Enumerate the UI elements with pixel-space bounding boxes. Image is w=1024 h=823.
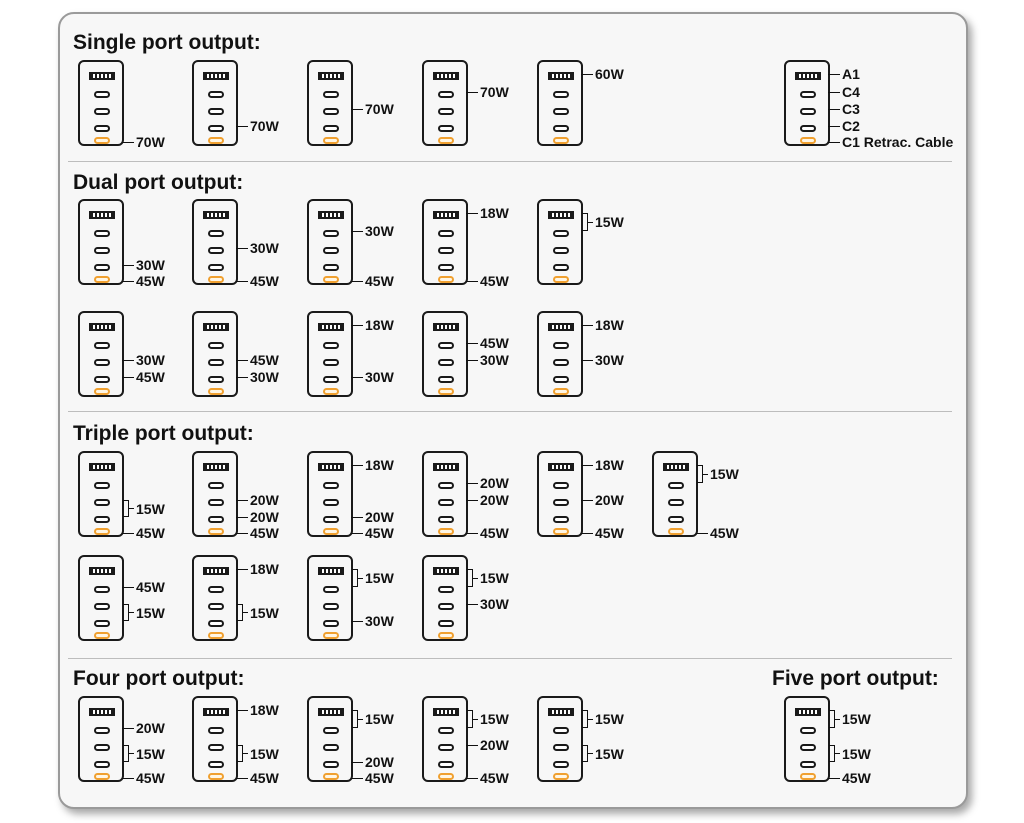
usb-c-port-icon (323, 125, 339, 132)
retractable-cable-port-icon (208, 773, 224, 780)
wattage-label-c2: 45W (122, 370, 165, 384)
shared-wattage-label: 15W (472, 712, 509, 726)
wattage-label-a1: 18W (236, 703, 279, 717)
usb-c-port-icon (208, 499, 224, 506)
retractable-cable-port-icon (323, 137, 339, 144)
usb-c-port-icon (438, 761, 454, 768)
retractable-cable-port-icon (553, 388, 569, 395)
wattage-label-c4: 45W (466, 336, 509, 350)
usb-c-port-icon (323, 359, 339, 366)
triple-port-charger-10 (422, 555, 468, 641)
usb-a-port-icon (318, 567, 344, 575)
usb-c-port-icon (438, 586, 454, 593)
usb-c-port-icon (208, 359, 224, 366)
usb-c-port-icon (438, 342, 454, 349)
usb-a-port-icon (318, 211, 344, 219)
usb-c-port-icon (438, 727, 454, 734)
triple-port-charger-2 (192, 451, 238, 537)
retractable-cable-port-icon (553, 276, 569, 283)
usb-c-port-icon (553, 744, 569, 751)
usb-a-port-icon (795, 72, 821, 80)
wattage-label-c4: 20W (466, 476, 509, 490)
usb-c-port-icon (553, 516, 569, 523)
wattage-label-c1: 45W (828, 771, 871, 785)
shared-wattage-label: 15W (242, 606, 279, 620)
shared-wattage-label: 15W (834, 747, 871, 761)
usb-a-port-icon (663, 463, 689, 471)
wattage-label-c3: 20W (581, 493, 624, 507)
port-legend-c4: C4 (828, 85, 860, 99)
dual-port-charger-1 (78, 199, 124, 285)
usb-c-port-icon (208, 620, 224, 627)
usb-c-port-icon (323, 499, 339, 506)
usb-c-port-icon (553, 499, 569, 506)
port-legend-a1: A1 (828, 67, 860, 81)
wattage-label-c3: 30W (236, 241, 279, 255)
wattage-label-c1: 45W (581, 526, 624, 540)
usb-c-port-icon (208, 230, 224, 237)
single-port-charger-3 (307, 60, 353, 146)
wattage-label-c3: 20W (466, 493, 509, 507)
usb-c-port-icon (208, 761, 224, 768)
usb-c-port-icon (94, 482, 110, 489)
usb-c-port-icon (553, 108, 569, 115)
port-legend-c1: C1 Retrac. Cable (828, 135, 953, 149)
wattage-label-c3: 30W (581, 353, 624, 367)
dual-port-charger-3 (307, 199, 353, 285)
usb-c-port-icon (323, 342, 339, 349)
shared-wattage-label: 15W (128, 747, 165, 761)
usb-c-port-icon (800, 125, 816, 132)
usb-a-port-icon (548, 72, 574, 80)
usb-c-port-icon (94, 727, 110, 734)
usb-c-port-icon (323, 376, 339, 383)
port-legend-charger (784, 60, 830, 146)
triple-port-charger-5 (537, 451, 583, 537)
usb-a-port-icon (318, 72, 344, 80)
five-port-charger-1 (784, 696, 830, 782)
retractable-cable-port-icon (94, 773, 110, 780)
heading-five-port: Five port output: (772, 667, 939, 690)
usb-c-port-icon (208, 744, 224, 751)
usb-c-port-icon (208, 247, 224, 254)
dual-port-charger-6 (78, 311, 124, 397)
usb-c-port-icon (553, 376, 569, 383)
shared-wattage-label: 15W (587, 215, 624, 229)
usb-c-port-icon (323, 108, 339, 115)
usb-a-port-icon (89, 323, 115, 331)
usb-c-port-icon (438, 516, 454, 523)
dual-port-charger-4 (422, 199, 468, 285)
usb-c-port-icon (668, 499, 684, 506)
usb-a-port-icon (433, 708, 459, 716)
wattage-label-c4: 45W (122, 580, 165, 594)
retractable-cable-port-icon (208, 388, 224, 395)
wattage-label-c1: 45W (122, 526, 165, 540)
usb-c-port-icon (438, 620, 454, 627)
usb-c-port-icon (94, 91, 110, 98)
usb-c-port-icon (553, 247, 569, 254)
heading-single-port: Single port output: (73, 31, 261, 54)
usb-a-port-icon (89, 211, 115, 219)
usb-a-port-icon (433, 72, 459, 80)
wattage-label-c3: 20W (236, 493, 279, 507)
retractable-cable-port-icon (438, 388, 454, 395)
retractable-cable-port-icon (438, 276, 454, 283)
wattage-label-c1: 45W (236, 526, 279, 540)
triple-port-charger-9 (307, 555, 353, 641)
four-port-charger-2 (192, 696, 238, 782)
four-port-charger-3 (307, 696, 353, 782)
usb-c-port-icon (438, 230, 454, 237)
wattage-label-c3: 30W (122, 353, 165, 367)
shared-wattage-label: 15W (128, 502, 165, 516)
heading-dual-port: Dual port output: (73, 171, 244, 194)
retractable-cable-port-icon (208, 632, 224, 639)
retractable-cable-port-icon (323, 773, 339, 780)
usb-a-port-icon (203, 323, 229, 331)
section-divider (68, 161, 952, 162)
usb-c-port-icon (94, 620, 110, 627)
wattage-label-c2: 30W (122, 258, 165, 272)
wattage-label-c1: 45W (466, 526, 509, 540)
usb-a-port-icon (203, 72, 229, 80)
triple-port-charger-3 (307, 451, 353, 537)
retractable-cable-port-icon (438, 137, 454, 144)
usb-c-port-icon (208, 91, 224, 98)
usb-c-port-icon (208, 516, 224, 523)
single-port-charger-2 (192, 60, 238, 146)
wattage-label-c1: 45W (122, 771, 165, 785)
retractable-cable-port-icon (438, 632, 454, 639)
usb-c-port-icon (553, 264, 569, 271)
usb-a-port-icon (433, 211, 459, 219)
wattage-label-c1: 45W (466, 274, 509, 288)
wattage-label-c2: 20W (351, 755, 394, 769)
retractable-cable-port-icon (553, 528, 569, 535)
port-legend-c2: C2 (828, 119, 860, 133)
shared-wattage-label: 15W (128, 606, 165, 620)
wattage-label-c3: 30W (466, 353, 509, 367)
usb-c-port-icon (94, 516, 110, 523)
usb-a-port-icon (203, 211, 229, 219)
usb-a-port-icon (89, 463, 115, 471)
usb-c-port-icon (94, 342, 110, 349)
single-port-charger-1 (78, 60, 124, 146)
wattage-label-c4: 30W (351, 224, 394, 238)
usb-c-port-icon (208, 342, 224, 349)
retractable-cable-port-icon (208, 137, 224, 144)
wattage-label-c2: 30W (351, 614, 394, 628)
usb-c-port-icon (323, 247, 339, 254)
retractable-cable-port-icon (323, 388, 339, 395)
usb-c-port-icon (323, 727, 339, 734)
usb-c-port-icon (438, 499, 454, 506)
retractable-cable-port-icon (438, 528, 454, 535)
usb-a-port-icon (89, 72, 115, 80)
usb-c-port-icon (94, 230, 110, 237)
usb-c-port-icon (208, 586, 224, 593)
retractable-cable-port-icon (208, 528, 224, 535)
wattage-label-a1: 60W (581, 67, 624, 81)
section-divider (68, 658, 952, 659)
wattage-label-a1: 18W (466, 206, 509, 220)
usb-c-port-icon (323, 264, 339, 271)
usb-c-port-icon (94, 586, 110, 593)
retractable-cable-port-icon (438, 773, 454, 780)
retractable-cable-port-icon (323, 276, 339, 283)
retractable-cable-port-icon (800, 137, 816, 144)
wattage-label-a1: 18W (581, 458, 624, 472)
wattage-label-c1: 45W (466, 771, 509, 785)
retractable-cable-port-icon (208, 276, 224, 283)
shared-wattage-label: 15W (242, 747, 279, 761)
four-port-charger-1 (78, 696, 124, 782)
usb-a-port-icon (318, 323, 344, 331)
usb-c-port-icon (323, 744, 339, 751)
wattage-label-c1: 45W (122, 274, 165, 288)
usb-c-port-icon (94, 499, 110, 506)
wattage-label-c2: 30W (351, 370, 394, 384)
wattage-label-c3: 30W (466, 597, 509, 611)
dual-port-charger-10 (537, 311, 583, 397)
wattage-label-c1: 45W (696, 526, 739, 540)
usb-c-port-icon (323, 603, 339, 610)
usb-c-port-icon (94, 125, 110, 132)
usb-c-port-icon (438, 108, 454, 115)
usb-c-port-icon (438, 603, 454, 610)
usb-c-port-icon (668, 516, 684, 523)
usb-c-port-icon (208, 376, 224, 383)
usb-a-port-icon (203, 708, 229, 716)
wattage-label-c1: 45W (236, 771, 279, 785)
usb-c-port-icon (800, 91, 816, 98)
usb-a-port-icon (548, 323, 574, 331)
dual-port-charger-7 (192, 311, 238, 397)
usb-a-port-icon (89, 567, 115, 575)
section-divider (68, 411, 952, 412)
shared-wattage-label: 15W (834, 712, 871, 726)
wattage-label-c3: 70W (351, 102, 394, 116)
triple-port-charger-7 (78, 555, 124, 641)
usb-a-port-icon (89, 708, 115, 716)
usb-c-port-icon (553, 727, 569, 734)
usb-c-port-icon (668, 482, 684, 489)
usb-c-port-icon (94, 761, 110, 768)
retractable-cable-port-icon (553, 773, 569, 780)
four-port-charger-5 (537, 696, 583, 782)
usb-c-port-icon (323, 620, 339, 627)
usb-c-port-icon (553, 91, 569, 98)
usb-c-port-icon (94, 376, 110, 383)
usb-c-port-icon (323, 516, 339, 523)
shared-wattage-label: 15W (587, 747, 624, 761)
usb-c-port-icon (208, 108, 224, 115)
dual-port-charger-2 (192, 199, 238, 285)
usb-c-port-icon (323, 761, 339, 768)
usb-c-port-icon (438, 359, 454, 366)
usb-c-port-icon (438, 125, 454, 132)
usb-c-port-icon (208, 603, 224, 610)
retractable-cable-port-icon (553, 137, 569, 144)
single-port-charger-5 (537, 60, 583, 146)
dual-port-charger-9 (422, 311, 468, 397)
wattage-label-c2: 70W (236, 119, 279, 133)
usb-c-port-icon (208, 482, 224, 489)
wattage-label-c2: 20W (236, 510, 279, 524)
wattage-label-c3: 20W (466, 738, 509, 752)
heading-triple-port: Triple port output: (73, 422, 254, 445)
wattage-label-c3: 45W (236, 353, 279, 367)
usb-c-port-icon (553, 359, 569, 366)
usb-c-port-icon (208, 264, 224, 271)
shared-wattage-label: 15W (702, 467, 739, 481)
triple-port-charger-8 (192, 555, 238, 641)
retractable-cable-port-icon (94, 276, 110, 283)
shared-wattage-label: 15W (587, 712, 624, 726)
usb-c-port-icon (553, 761, 569, 768)
usb-c-port-icon (438, 482, 454, 489)
usb-c-port-icon (800, 727, 816, 734)
usb-c-port-icon (94, 359, 110, 366)
wattage-label-c4: 20W (122, 721, 165, 735)
triple-port-charger-4 (422, 451, 468, 537)
usb-c-port-icon (438, 91, 454, 98)
retractable-cable-port-icon (800, 773, 816, 780)
wattage-label-a1: 18W (351, 318, 394, 332)
triple-port-charger-6 (652, 451, 698, 537)
usb-c-port-icon (438, 264, 454, 271)
retractable-cable-port-icon (668, 528, 684, 535)
usb-c-port-icon (94, 108, 110, 115)
usb-c-port-icon (438, 376, 454, 383)
wattage-label-c1: 70W (122, 135, 165, 149)
usb-a-port-icon (433, 323, 459, 331)
wattage-label-c2: 30W (236, 370, 279, 384)
usb-c-port-icon (323, 91, 339, 98)
dual-port-charger-8 (307, 311, 353, 397)
wattage-label-c2: 20W (351, 510, 394, 524)
usb-a-port-icon (318, 708, 344, 716)
usb-c-port-icon (94, 247, 110, 254)
four-port-charger-4 (422, 696, 468, 782)
wattage-label-c1: 45W (351, 771, 394, 785)
usb-c-port-icon (208, 727, 224, 734)
usb-a-port-icon (203, 463, 229, 471)
usb-c-port-icon (94, 264, 110, 271)
usb-c-port-icon (438, 744, 454, 751)
usb-a-port-icon (318, 463, 344, 471)
wattage-label-c1: 45W (351, 274, 394, 288)
triple-port-charger-1 (78, 451, 124, 537)
usb-c-port-icon (800, 744, 816, 751)
retractable-cable-port-icon (323, 528, 339, 535)
usb-c-port-icon (323, 482, 339, 489)
usb-a-port-icon (548, 708, 574, 716)
wattage-label-c4: 70W (466, 85, 509, 99)
usb-c-port-icon (323, 586, 339, 593)
usb-a-port-icon (548, 211, 574, 219)
wattage-label-a1: 18W (351, 458, 394, 472)
single-port-charger-4 (422, 60, 468, 146)
usb-a-port-icon (433, 567, 459, 575)
usb-c-port-icon (800, 761, 816, 768)
usb-c-port-icon (438, 247, 454, 254)
wattage-label-c1: 45W (351, 526, 394, 540)
retractable-cable-port-icon (323, 632, 339, 639)
usb-c-port-icon (94, 603, 110, 610)
usb-a-port-icon (203, 567, 229, 575)
retractable-cable-port-icon (94, 632, 110, 639)
port-legend-c3: C3 (828, 102, 860, 116)
usb-a-port-icon (548, 463, 574, 471)
retractable-cable-port-icon (94, 528, 110, 535)
usb-c-port-icon (553, 342, 569, 349)
heading-four-port: Four port output: (73, 667, 245, 690)
shared-wattage-label: 15W (357, 712, 394, 726)
wattage-label-c1: 45W (236, 274, 279, 288)
usb-c-port-icon (323, 230, 339, 237)
usb-a-port-icon (795, 708, 821, 716)
usb-c-port-icon (553, 482, 569, 489)
usb-c-port-icon (553, 125, 569, 132)
wattage-label-a1: 18W (581, 318, 624, 332)
retractable-cable-port-icon (94, 388, 110, 395)
retractable-cable-port-icon (94, 137, 110, 144)
shared-wattage-label: 15W (357, 571, 394, 585)
usb-a-port-icon (433, 463, 459, 471)
wattage-label-a1: 18W (236, 562, 279, 576)
shared-wattage-label: 15W (472, 571, 509, 585)
usb-c-port-icon (208, 125, 224, 132)
usb-c-port-icon (800, 108, 816, 115)
usb-c-port-icon (94, 744, 110, 751)
dual-port-charger-5 (537, 199, 583, 285)
usb-c-port-icon (553, 230, 569, 237)
